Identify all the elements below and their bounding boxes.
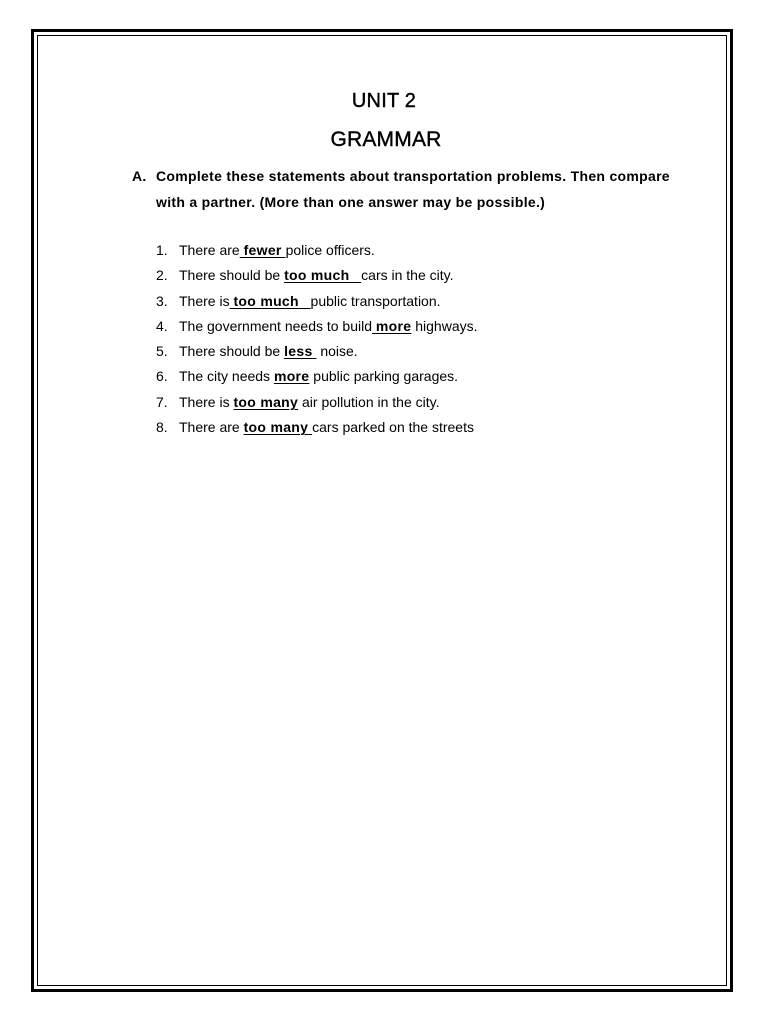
item-text-before: There are xyxy=(179,419,240,436)
item-number: 2. xyxy=(156,267,168,284)
instruction-text: Complete these statements about transportation problems. Then compare with a partner. (More than one answer may be possible.) xyxy=(156,168,670,210)
item-text-after: public transportation. xyxy=(310,292,441,309)
item-text-after: highways. xyxy=(415,317,478,334)
exercise-instruction xyxy=(132,163,672,215)
answer-text: too many xyxy=(233,393,299,410)
item-number: 8. xyxy=(156,419,168,436)
answer-blank[interactable] xyxy=(284,267,361,283)
item-number: 7. xyxy=(156,393,168,410)
answer-blank[interactable] xyxy=(274,368,309,384)
answer-blank[interactable] xyxy=(372,318,411,334)
answer-blank[interactable] xyxy=(244,419,313,435)
answer-text: more xyxy=(273,368,310,385)
item-text-before: The city needs xyxy=(179,368,271,385)
list-item xyxy=(156,263,676,288)
item-text-after: noise. xyxy=(320,343,358,360)
item-text-after: air pollution in the city. xyxy=(302,393,440,410)
answer-text: too much xyxy=(284,267,350,284)
answer-text: less xyxy=(284,343,313,360)
answer-text: too many xyxy=(243,419,309,436)
list-item xyxy=(156,238,676,263)
item-text-before: There is xyxy=(179,393,230,410)
answer-blank[interactable] xyxy=(284,343,316,359)
item-number: 4. xyxy=(156,317,168,334)
list-item xyxy=(156,390,676,415)
unit-title: UNIT 2 xyxy=(351,90,417,112)
answer-text: too much xyxy=(233,292,299,309)
section-title: GRAMMAR xyxy=(330,128,442,151)
answer-blank[interactable] xyxy=(230,293,311,309)
answer-blank[interactable] xyxy=(233,394,298,410)
answer-text: fewer xyxy=(243,242,282,258)
item-text-after: public parking garages. xyxy=(313,368,459,385)
item-text-before: There should be xyxy=(179,343,281,360)
exercise-letter: A. xyxy=(132,168,147,184)
item-text-before: There should be xyxy=(179,267,281,284)
item-number: 5. xyxy=(156,343,168,360)
exercise-items xyxy=(156,238,676,440)
answer-blank[interactable] xyxy=(240,242,286,258)
list-item xyxy=(156,314,676,339)
item-text-after: cars in the city. xyxy=(361,267,454,284)
item-text-after: police officers. xyxy=(285,242,375,258)
item-text-before: There is xyxy=(179,292,230,309)
item-number: 1. xyxy=(156,242,168,258)
list-item xyxy=(156,364,676,389)
list-item xyxy=(156,415,676,440)
item-number: 6. xyxy=(156,368,168,385)
list-item xyxy=(156,339,676,364)
item-number: 3. xyxy=(156,292,168,309)
answer-text: more xyxy=(375,317,412,334)
item-text-before: The government needs to build xyxy=(179,317,373,334)
list-item xyxy=(156,289,676,314)
item-text-before: There are xyxy=(179,242,240,258)
item-text-after: cars parked on the streets xyxy=(312,419,474,436)
